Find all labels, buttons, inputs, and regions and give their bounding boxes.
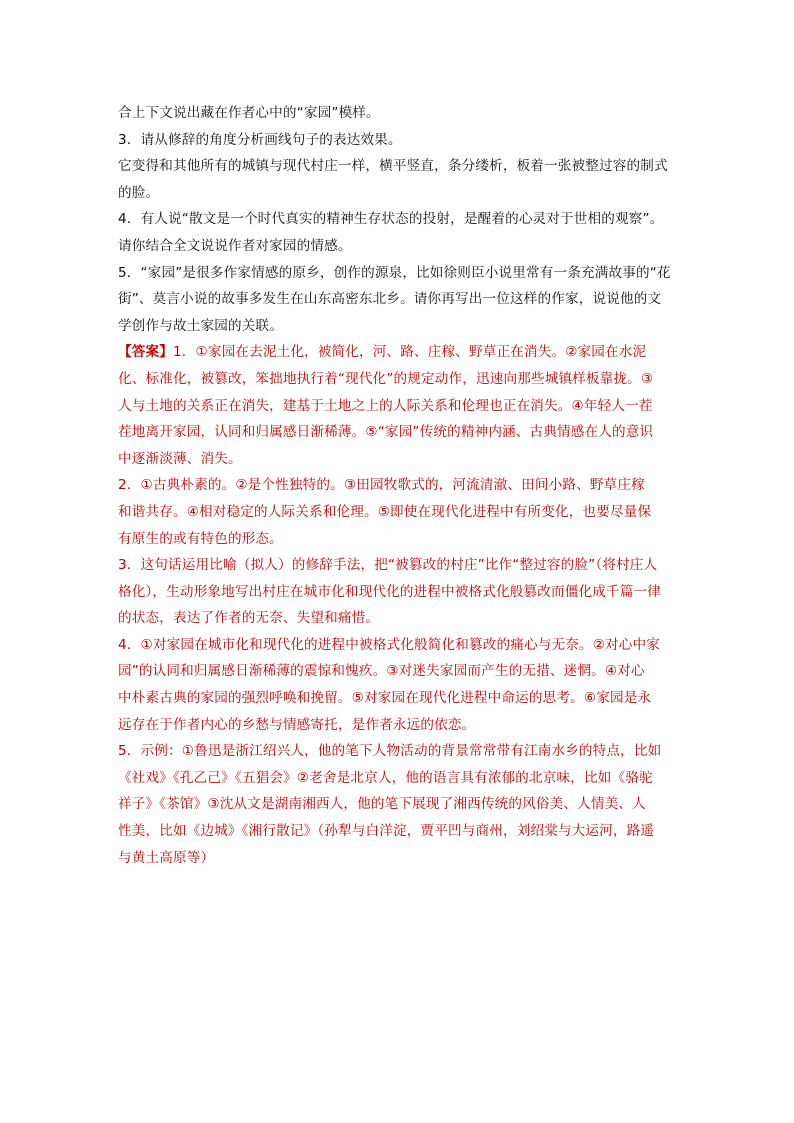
question-3-prompt: 3．请从修辞的角度分析画线句子的表达效果。 xyxy=(118,131,402,148)
answer-1-line: 人与土地的关系正在消失，建基于土地之上的人际关系和伦理也正在消失。④年轻人一茬 xyxy=(118,397,653,414)
question-3-quote-line: 的脸。 xyxy=(118,184,160,201)
answer-1-text: 1．①家园在去泥土化，被简化，河、路、庄稼、野草正在消失。②家园在水泥 xyxy=(172,344,647,361)
question-3-quote-line: 它变得和其他所有的城镇与现代村庄一样，横平竖直，条分缕析，板着一张被整过容的制式 xyxy=(118,158,668,175)
answer-1-line: 化、标准化，被篡改，笨拙地执行着“现代化”的规定动作，迅速向那些城镇样板靠拢。③ xyxy=(118,370,654,387)
answer-3-line: 格化），生动形象地写出村庄在城市化和现代化的进程中被格式化般篡改而僵化成千篇一律 xyxy=(118,583,661,600)
answer-1-line: 茬地离开家园，认同和归属感日渐稀薄。⑤“家园”传统的精神内涵、古典情感在人的意识 xyxy=(118,424,654,441)
answer-5-line: 5．示例：①鲁迅是浙江绍兴人，他的笔下人物活动的背景常常带有江南水乡的特点，比如 xyxy=(118,743,662,760)
question-5-line: 学创作与故土家园的关联。 xyxy=(118,317,283,334)
answer-4-line: 园”的认同和归属感日渐稀薄的震惊和愧疚。③对迷失家园而产生的无措、迷惘。④对心 xyxy=(118,663,645,680)
answer-5-line: 《社戏》《孔乙己》《五猖会》②老舍是北京人，他的语言具有浓郁的北京味，比如《骆驼 xyxy=(118,769,653,786)
answer-5-line: 性美，比如《边城》《湘行散记》（孙犁与白洋淀，贾平凹与商州，刘绍棠与大运河，路遥 xyxy=(118,823,655,840)
answer-5-line: 祥子》《茶馆》③沈从文是湖南湘西人，他的笔下展现了湘西传统的风俗美、人情美、人 xyxy=(118,796,646,813)
answer-5-line: 与黄土高原等） xyxy=(118,849,215,866)
answer-tag: 【答案】 xyxy=(118,344,173,361)
answer-3-line: 3．这句话运用比喻（拟人）的修辞手法，把“被篡改的村庄”比作“整过容的脸”（将村庄人 xyxy=(118,557,658,574)
answer-4-line: 中朴素古典的家园的强烈呼唤和挽留。⑤对家园在现代化进程中命运的思考。⑥家园是永 xyxy=(118,690,652,707)
question-5-line: 5．“家园”是很多作家情感的原乡，创作的源泉，比如徐则臣小说里常有一条充满故事的“花 xyxy=(118,264,671,281)
document-page xyxy=(118,100,684,871)
answer-4-line: 4．①对家园在城市化和现代化的进程中被格式化般简化和篡改的痛心与无奈。②对心中家 xyxy=(118,636,660,653)
question-4-line: 4．有人说“散文是一个时代真实的精神生存状态的投射，是醒着的心灵对于世相的观察”。 xyxy=(118,211,664,228)
answer-4-line: 远存在于作者内心的乡愁与情感寄托，是作者永远的依恋。 xyxy=(118,716,476,733)
question-2-tail: 合上下文说出藏在作者心中的“家园”模样。 xyxy=(118,105,380,121)
question-5-line: 街”、莫言小说的故事多发生在山东高密东北乡。请你再写出一位这样的作家，说说他的文 xyxy=(118,291,662,308)
answer-2-line: 和谐共存。④相对稳定的人际关系和伦理。⑤即使在现代化进程中有所变化，也要尽量保 xyxy=(118,503,652,520)
question-4-line: 请你结合全文说说作者对家园的情感。 xyxy=(118,237,352,254)
answer-2-line: 有原生的或有特色的形态。 xyxy=(118,530,283,547)
answer-3-line: 的状态，表达了作者的无奈、失望和痛惜。 xyxy=(118,610,380,627)
answer-1-line: 中逐渐淡薄、消失。 xyxy=(118,450,242,467)
answer-1-line xyxy=(118,339,684,366)
answer-2-line: 2．①古典朴素的。②是个性独特的。③田园牧歌式的，河流清澈、田间小路、野草庄稼 xyxy=(118,477,645,494)
